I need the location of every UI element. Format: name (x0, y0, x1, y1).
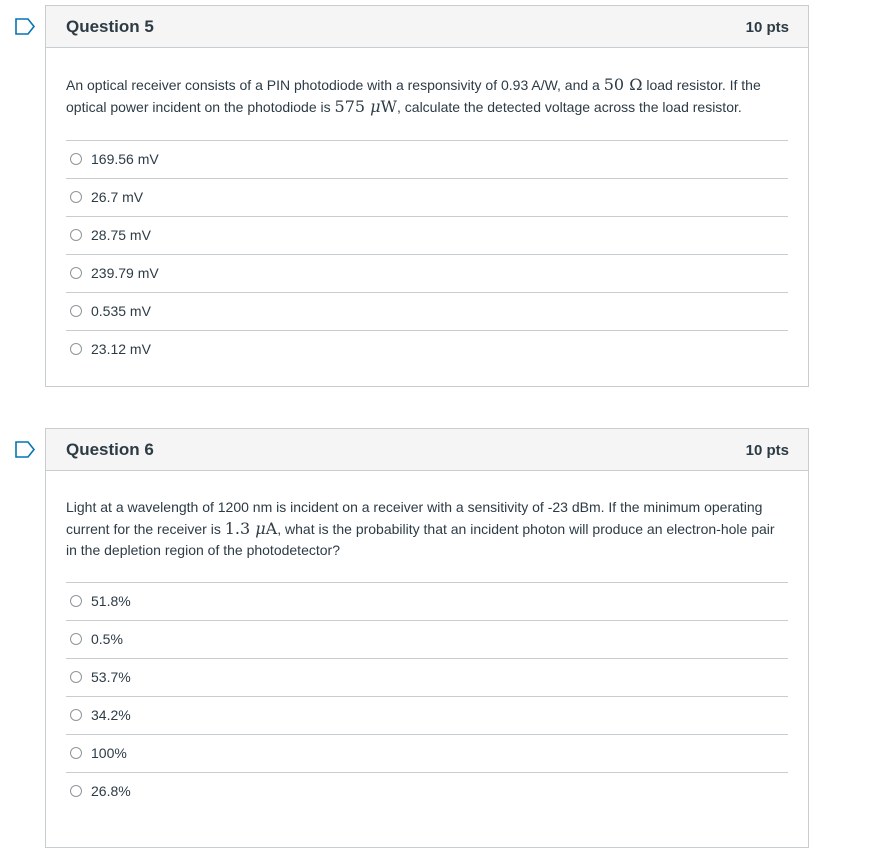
answer-option[interactable] (66, 293, 788, 331)
question-text: An optical receiver consists of a PIN photodiode with a responsivity of 0.93 A/W, and a 50 Ω load resistor. If the optical power incident on the photodiode is 575 μW, calculate the detected voltage across the load resistor. (66, 75, 761, 116)
answer-option[interactable] (66, 735, 788, 773)
answer-label[interactable]: 23.12 mV (91, 341, 151, 357)
radio-button[interactable] (70, 747, 82, 759)
question-card (45, 5, 809, 387)
answer-option[interactable] (66, 179, 788, 217)
question-card (45, 428, 809, 848)
answer-label[interactable]: 0.535 mV (91, 303, 151, 319)
radio-button[interactable] (70, 305, 82, 317)
radio-button[interactable] (70, 633, 82, 645)
flag-question-icon[interactable] (15, 441, 35, 458)
answer-option[interactable] (66, 697, 788, 735)
answer-option[interactable] (66, 621, 788, 659)
radio-button[interactable] (70, 595, 82, 607)
radio-button[interactable] (70, 153, 82, 165)
question-points: 10 pts (745, 442, 789, 459)
question-title: Question 6 (66, 440, 154, 459)
answer-label[interactable]: 169.56 mV (91, 151, 159, 167)
math-expression: 575 μW (334, 97, 397, 116)
math-expression: 1.3 μA (224, 519, 278, 538)
question-header (46, 6, 808, 48)
radio-button[interactable] (70, 229, 82, 241)
answer-label[interactable]: 239.79 mV (91, 265, 159, 281)
answer-option[interactable] (66, 773, 788, 810)
answer-label[interactable]: 34.2% (91, 707, 131, 723)
answer-option[interactable] (66, 141, 788, 179)
answer-option[interactable] (66, 331, 788, 368)
question-text: Light at a wavelength of 1200 nm is incident on a receiver with a sensitivity of -23 dBm. If the minimum operating current for the receiver is 1.3 μA, what is the probability that an incident photon will produce an electron-hole pair in the depletion region of the photodetector? (66, 499, 775, 558)
answer-label[interactable]: 28.75 mV (91, 227, 151, 243)
answer-list (66, 140, 788, 368)
question-points: 10 pts (745, 19, 789, 36)
radio-button[interactable] (70, 785, 82, 797)
answer-label[interactable]: 26.7 mV (91, 189, 144, 205)
radio-button[interactable] (70, 191, 82, 203)
radio-button[interactable] (70, 709, 82, 721)
answer-label[interactable]: 100% (91, 745, 127, 761)
answer-label[interactable]: 26.8% (91, 783, 131, 799)
question-header (46, 429, 808, 471)
answer-label[interactable]: 51.8% (91, 593, 131, 609)
radio-button[interactable] (70, 267, 82, 279)
answer-option[interactable] (66, 583, 788, 621)
radio-button[interactable] (70, 671, 82, 683)
radio-button[interactable] (70, 343, 82, 355)
flag-question-icon[interactable] (15, 18, 35, 35)
answer-option[interactable] (66, 659, 788, 697)
math-expression: 50 Ω (603, 75, 643, 94)
answer-option[interactable] (66, 255, 788, 293)
answer-option[interactable] (66, 217, 788, 255)
question-title: Question 5 (66, 17, 154, 36)
answer-list (66, 582, 788, 810)
answer-label[interactable]: 53.7% (91, 669, 131, 685)
answer-label[interactable]: 0.5% (91, 631, 123, 647)
